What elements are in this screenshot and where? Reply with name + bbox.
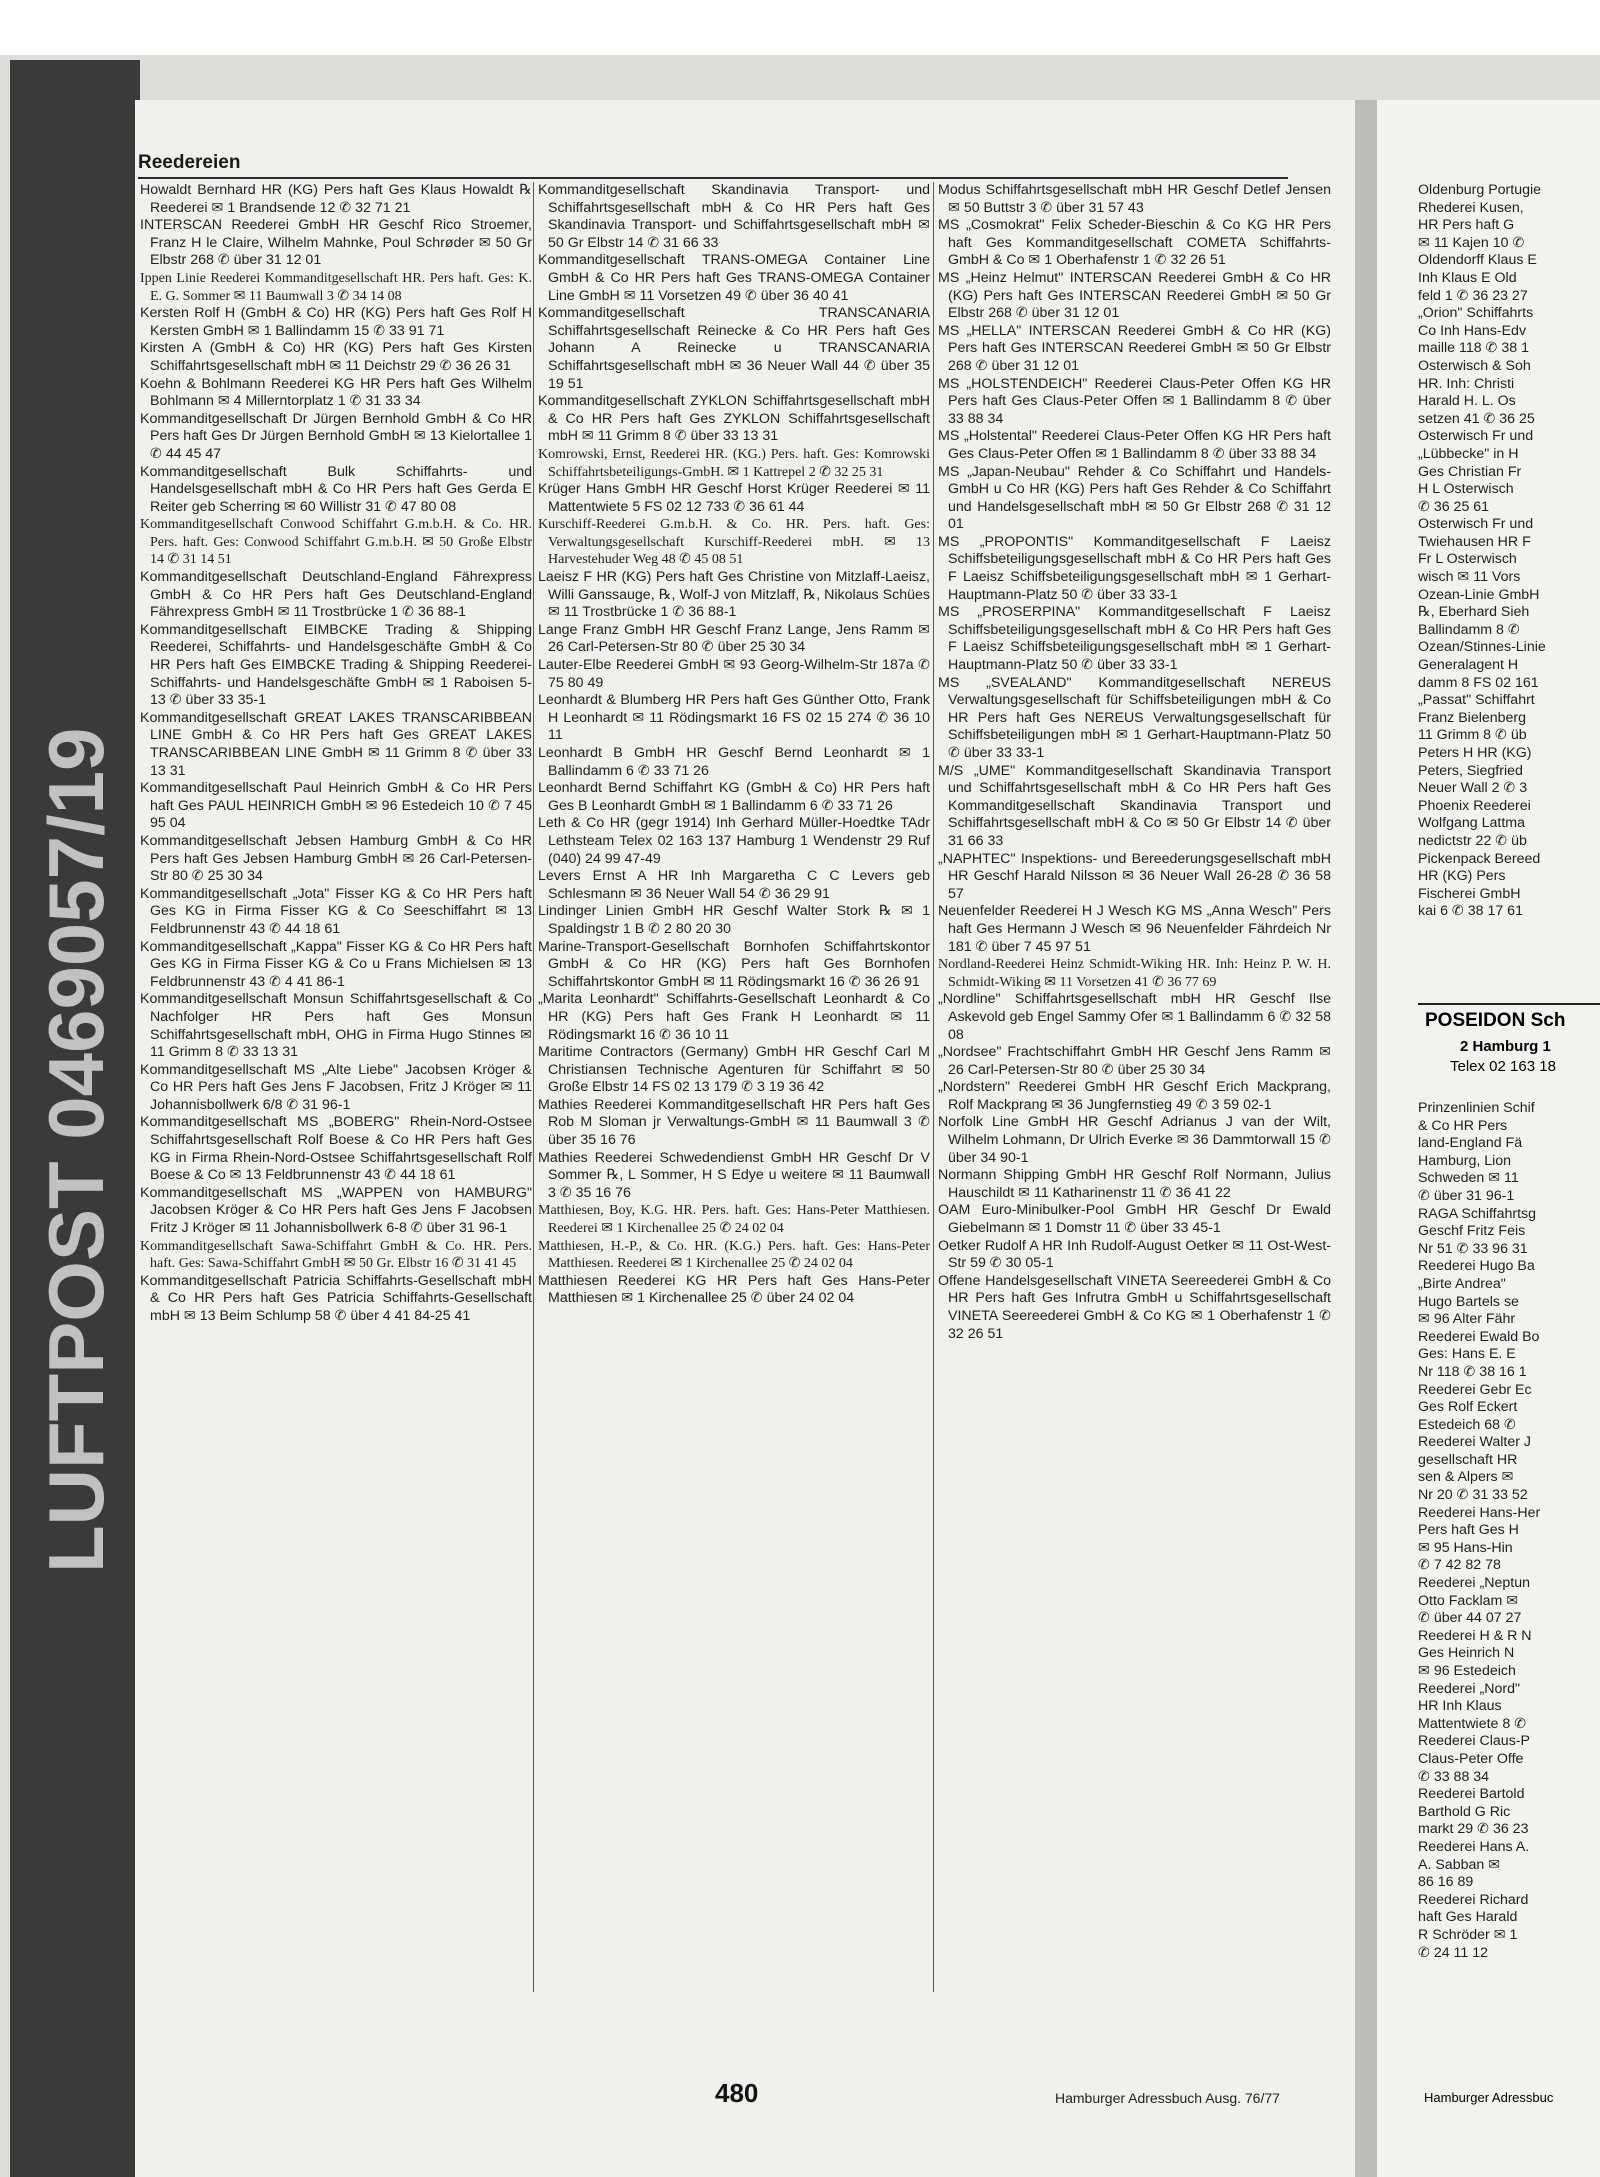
directory-entry: Oetker Rudolf A HR Inh Rudolf-August Oetker ✉ 11 Ost-West-Str 59 ✆ 30 05-1 xyxy=(938,1237,1331,1272)
directory-entry: Kersten Rolf H (GmbH & Co) HR (KG) Pers haft Ges Rolf H Kersten GmbH ✉ 1 Ballindamm 15 ✆ 33 91 71 xyxy=(140,305,532,339)
next-page-line: Nr 51 ✆ 33 96 31 xyxy=(1418,1240,1528,1257)
next-page-line: R Schröder ✉ 1 xyxy=(1418,1926,1518,1943)
next-page-line: H L Osterwisch xyxy=(1418,481,1514,498)
directory-entry: Mathies Reederei Kommanditgesellschaft HR Pers haft Ges Rob M Sloman jr Verwaltungs-GmbH ✉ 11 Baumwall 3 ✆ über 35 16 76 xyxy=(538,1096,930,1149)
directory-entry: Kommanditgesellschaft Skandinavia Transport- und Schiffahrtsgesellschaft mbH & Co HR Pers haft Ges Skandinavia Transport- und Schiffahrtsgesellschaft mbH ✉ 50 Gr Elbstr 14 ✆ 31 66 33 xyxy=(538,182,930,251)
next-page-line: Reederei Ewald Bo xyxy=(1418,1328,1540,1345)
directory-entry: Matthiesen, H.-P., & Co. HR. (K.G.) Pers. haft. Ges: Hans-Peter Matthiesen. Reederei ✉ 1 Kirchenallee 25 ✆ 24 02 04 xyxy=(538,1238,930,1272)
directory-entry: MS „Cosmokrat" Felix Scheder-Bieschin & Co KG HR Pers haft Ges Kommanditgesellschaft COMETA Schiffahrts-GmbH & Co ✉ 1 Oberhafenstr 1 ✆ 32 26 51 xyxy=(938,217,1331,269)
next-page-line: HR Pers haft G xyxy=(1418,217,1515,234)
next-page-line: ✉ 96 Estedeich xyxy=(1418,1663,1516,1679)
directory-entry: MS „Heinz Helmut" INTERSCAN Reederei GmbH & Co HR (KG) Pers haft Ges INTERSCAN Reederei GmbH ✉ 50 Gr Elbstr 268 ✆ über 31 12 01 xyxy=(938,269,1331,322)
directory-entry: Kommanditgesellschaft MS „BOBERG" Rhein-Nord-Ostsee Schiffahrtsgesellschaft Rolf Boese & Co HR Pers haft Ges KG in Firma Rhein-Nord-Ostsee Schiffahrtsgesellschaft Rolf Boese & Co ✉ 13 Feldbrunnenstr 43 ✆ 44 18 61 xyxy=(140,1114,532,1184)
directory-entry: Kommanditgesellschaft Jebsen Hamburg GmbH & Co HR Pers haft Ges Jebsen Hamburg GmbH ✉ 26 Carl-Petersen-Str 80 ✆ 25 30 34 xyxy=(140,832,532,885)
next-page-line: „Birte Andrea" xyxy=(1418,1275,1506,1292)
next-page-line: Otto Facklam ✉ xyxy=(1418,1592,1519,1609)
next-page-line: ✆ 7 42 82 78 xyxy=(1418,1557,1501,1574)
directory-entry: Howaldt Bernhard HR (KG) Pers haft Ges Klaus Howaldt ℞ Reederei ✉ 1 Brandsende 12 ✆ 32 71 21 xyxy=(140,182,532,216)
next-page-line: feld 1 ✆ 36 23 27 xyxy=(1418,287,1528,304)
next-page-line: RAGA Schiffahrtsg xyxy=(1418,1205,1537,1222)
next-page-line: Reederei Bartold xyxy=(1418,1786,1525,1803)
directory-entry: Mathies Reederei Schwedendienst GmbH HR Geschf Dr V Sommer ℞, L Sommer, H S Edye u weitere ✉ 11 Baumwall 3 ✆ 35 16 76 xyxy=(538,1149,930,1201)
next-page-line: land-England Fä xyxy=(1418,1135,1523,1152)
next-page-line: Harald H. L. Os xyxy=(1418,393,1516,410)
directory-entry: „Marita Leonhardt" Schiffahrts-Gesellschaft Leonhardt & Co HR (KG) Pers haft Ges Frank H Leonhardt ✉ 11 Rödingsmarkt 16 ✆ 36 10 11 xyxy=(538,991,930,1043)
directory-entry: Kommanditgesellschaft EIMBCKE Trading & Shipping Reederei, Schiffahrts- und Handelsgeschäfte GmbH & Co HR Pers haft Ges EIMBCKE Trading & Shipping Reederei-Schiffahrts- und Handelsgeschäfte GmbH ✉ 1 Raboisen 5-13 ✆ über 33 35-1 xyxy=(140,621,532,709)
next-page-line: Pers haft Ges H xyxy=(1418,1522,1519,1539)
directory-entry: Nordland-Reederei Heinz Schmidt-Wiking HR. Inh: Heinz P. W. H. Schmidt-Wiking ✉ 11 Vorsetzen 41 ✆ 36 77 69 xyxy=(938,957,1331,990)
next-page-line: ✆ 36 25 61 xyxy=(1418,498,1490,515)
next-page-line: 11 Grimm 8 ✆ üb xyxy=(1418,727,1527,744)
next-page-line: Reederei Hugo Ba xyxy=(1418,1258,1535,1275)
directory-entry: Normann Shipping GmbH HR Geschf Rolf Normann, Julius Hauschildt ✉ 11 Katharinenstr 11 ✆ 36 41 22 xyxy=(938,1167,1331,1201)
next-page-line: ✆ 24 11 12 xyxy=(1418,1944,1489,1961)
next-page-line: Hamburg, Lion xyxy=(1418,1152,1512,1169)
next-page-line: ✆ über 44 07 27 xyxy=(1418,1610,1522,1627)
directory-entry: Leonhardt & Blumberg HR Pers haft Ges Günther Otto, Frank H Leonhardt ✉ 11 Rödingsmarkt 16 FS 02 15 274 ✆ 36 10 11 xyxy=(538,692,930,744)
column-divider xyxy=(533,182,534,1992)
next-page-line: gesellschaft HR xyxy=(1418,1451,1518,1468)
next-page-line: HR Inh Klaus xyxy=(1418,1698,1502,1715)
directory-entry: M/S „UME" Kommanditgesellschaft Skandinavia Transport und Schiffahrtsgesellschaft mbH & Co HR Pers haft Ges Kommanditgesellschaft Skandinavia Transport und Schiffahrtsgesellschaft mbH & Co ✉ 50 Gr Elbstr 14 ✆ über 31 66 33 xyxy=(938,762,1331,849)
next-page-line: Generalagent H xyxy=(1418,657,1519,674)
directory-entry: Leonhardt Bernd Schiffahrt KG (GmbH & Co) HR Pers haft Ges B Leonhardt GmbH ✉ 1 Ballindamm 6 ✆ 33 71 26 xyxy=(538,780,930,814)
next-page-line: HR (KG) Pers xyxy=(1418,868,1506,885)
directory-entry: Kommanditgesellschaft GREAT LAKES TRANSCARIBBEAN LINE GmbH & Co HR Pers haft Ges GREAT LAKES TRANSCARIBBEAN LINE GmbH ✉ 11 Grimm 8 ✆ über 33 13 31 xyxy=(140,709,532,779)
directory-entry: Maritime Contractors (Germany) GmbH HR Geschf Carl M Christiansen Technische Agenturen für Schiffahrt ✉ 50 Große Elbstr 14 FS 02 13 179 ✆ 3 19 36 42 xyxy=(538,1044,930,1096)
next-page-line: Ges Heinrich N xyxy=(1418,1645,1515,1662)
next-page-line: Osterwisch Fr und xyxy=(1418,516,1534,533)
poseidon-heading: POSEIDON Sch xyxy=(1425,1010,1566,1031)
next-page-line: „Lübbecke" in H xyxy=(1418,445,1519,462)
next-page-line: Reederei Hans A. xyxy=(1418,1838,1530,1855)
next-page-line: Twiehausen HR F xyxy=(1418,533,1531,550)
next-page-line: kai 6 ✆ 38 17 61 xyxy=(1418,903,1523,920)
next-page-line: & Co HR Pers xyxy=(1418,1117,1508,1134)
next-page-line: Osterwisch Fr und xyxy=(1418,428,1534,445)
directory-entry: Kommanditgesellschaft Monsun Schiffahrtsgesellschaft & Co Nachfolger HR Pers haft Ges Monsun Schiffahrtsgesellschaft mbH, OHG in Firma Hugo Stinnes ✉ 11 Grimm 8 ✆ 33 13 31 xyxy=(140,991,532,1061)
spine-text: LUFTPOST 0469057/19 xyxy=(32,727,120,1573)
next-page-line: Reederei Gebr Ec xyxy=(1418,1381,1532,1398)
page-footer: Hamburger Adressbuch Ausg. 76/77 xyxy=(1055,2090,1280,2106)
next-page-line: Ozean/Stinnes-Linie xyxy=(1418,639,1546,656)
directory-entry: Laeisz F HR (KG) Pers haft Ges Christine von Mitzlaff-Laeisz, Willi Ganssauge, ℞, Wolf-J von Mitzlaff, ℞, Nikolaus Schües ✉ 11 Trostbrücke 1 ✆ 36 88-1 xyxy=(538,569,930,621)
next-page-line: markt 29 ✆ 36 23 xyxy=(1418,1821,1529,1838)
directory-entry: Marine-Transport-Gesellschaft Bornhofen Schiffahrtskontor GmbH & Co HR (KG) Pers haft Ges Bornhofen Schiffahrtskontor GmbH ✉ 11 Rödingsmarkt 16 ✆ 36 26 91 xyxy=(538,938,930,990)
directory-entry: MS „Holstental" Reederei Claus-Peter Offen KG HR Pers haft Ges Claus-Peter Offen ✉ 1 Ballindamm 8 ✆ über 33 88 34 xyxy=(938,428,1331,462)
page-gutter xyxy=(1355,100,1377,2177)
directory-entry: MS „HOLSTENDEICH" Reederei Claus-Peter Offen KG HR Pers haft Ges Claus-Peter Offen ✉ 1 Ballindamm 8 ✆ über 33 88 34 xyxy=(938,375,1331,427)
directory-entry: Koehn & Bohlmann Reederei KG HR Pers haft Ges Wilhelm Bohlmann ✉ 4 Millerntorplatz 1 ✆ 31 33 34 xyxy=(140,375,532,410)
next-page-line: A. Sabban ✉ xyxy=(1418,1856,1501,1873)
directory-entry: Lauter-Elbe Reederei GmbH ✉ 93 Georg-Wilhelm-Str 187a ✆ 75 80 49 xyxy=(538,657,930,691)
column-2 xyxy=(538,182,930,1308)
next-page-line: Reederei „Nord" xyxy=(1418,1680,1521,1697)
next-page-line: Reederei Richard xyxy=(1418,1891,1529,1908)
directory-entry: Kommanditgesellschaft MS „Alte Liebe" Jacobsen Kröger & Co HR Pers haft Ges Jens F Jacobsen, Fritz J Kröger ✉ 11 Johannisbollwerk 6/8 ✆ 31 96-1 xyxy=(140,1061,532,1113)
directory-entry: „NAPHTEC" Inspektions- und Bereederungsgesellschaft mbH HR Geschf Harald Nilsson ✉ 36 Neuer Wall 26-28 ✆ 36 58 57 xyxy=(938,850,1331,902)
next-page-line: damm 8 FS 02 161 xyxy=(1418,674,1539,691)
next-page-footer: Hamburger Adressbuc xyxy=(1424,2090,1554,2105)
next-page-line: ✉ 96 Alter Fähr xyxy=(1418,1311,1516,1328)
directory-entry: Norfolk Line GmbH HR Geschf Adrianus J van der Wilt, Wilhelm Lohmann, Dr Ulrich Everke ✉ 36 Dammtorwall 15 ✆ über 34 90-1 xyxy=(938,1114,1331,1166)
directory-entry: Leth & Co HR (gegr 1914) Inh Gerhard Müller-Hoedtke TAdr Lethsteam Telex 02 163 137 Hamburg 1 Wendenstr 29 Ruf (040) 24 99 47-49 xyxy=(538,815,930,867)
next-page-line: Neuer Wall 2 ✆ 3 xyxy=(1418,780,1528,797)
next-page-line: Mattentwiete 8 ✆ xyxy=(1418,1715,1527,1732)
next-page-line: Barthold G Ric xyxy=(1418,1803,1511,1820)
directory-entry: Kommanditgesellschaft Conwood Schiffahrt G.m.b.H. & Co. HR. Pers. haft. Ges: Conwood Schiffahrt G.m.b.H. ✉ 50 Große Elbstr 14 ✆ 31 14 51 xyxy=(140,517,532,568)
next-page-line: Peters, Siegfried xyxy=(1418,762,1523,779)
directory-entry: Krüger Hans GmbH HR Geschf Horst Krüger Reederei ✉ 11 Mattentwiete 5 FS 02 12 733 ✆ 36 61 44 xyxy=(538,481,930,515)
directory-entry: Kommanditgesellschaft MS „WAPPEN von HAMBURG" Jacobsen Kröger & Co HR Pers haft Ges Jens F Jacobsen Fritz J Kröger ✉ 11 Johannisbollwerk 6-8 ✆ über 31 96-1 xyxy=(140,1184,532,1237)
directory-entry: MS „Japan-Neubau" Rehder & Co Schiffahrt und Handels-GmbH u Co HR (KG) Pers haft Ges Rehder & Co Schiffahrt und Handelsgesellschaft mbH ✉ 50 Gr Elbstr 268 ✆ 31 12 01 xyxy=(938,463,1331,533)
directory-entry: MS „HELLA" INTERSCAN Reederei GmbH & Co HR (KG) Pers haft Ges INTERSCAN Reederei GmbH ✉ 50 Gr Elbstr 268 ✆ über 31 12 01 xyxy=(938,322,1331,374)
next-page-line: 86 16 89 xyxy=(1418,1874,1474,1891)
next-page-line: ✆ 33 88 34 xyxy=(1418,1768,1490,1785)
directory-entry: „Nordsee" Frachtschiffahrt GmbH HR Geschf Jens Ramm ✉ 26 Carl-Petersen-Str 80 ✆ über 25 30 34 xyxy=(938,1044,1331,1078)
next-page-line: Ges Rolf Eckert xyxy=(1418,1399,1518,1416)
next-page-line: haft Ges Harald xyxy=(1418,1909,1518,1926)
next-page-line: Reederei „Neptun xyxy=(1418,1575,1530,1592)
next-page-column-bottom xyxy=(1418,1100,1600,1962)
next-page-line: Claus-Peter Offe xyxy=(1418,1750,1524,1767)
next-page-line: Ballindamm 8 ✆ xyxy=(1418,621,1520,638)
directory-entry: Matthiesen Reederei KG HR Pers haft Ges Hans-Peter Matthiesen ✉ 1 Kirchenallee 25 ✆ über 24 02 04 xyxy=(538,1272,930,1307)
next-page-line: ✉ 11 Kajen 10 ✆ xyxy=(1418,234,1525,251)
column-divider xyxy=(933,182,934,1992)
next-page-line: Oldenburg Portugie xyxy=(1418,182,1542,198)
directory-entry: Kommanditgesellschaft Paul Heinrich GmbH & Co HR Pers haft Ges PAUL HEINRICH GmbH ✉ 96 Estedeich 10 ✆ 7 45 95 04 xyxy=(140,780,532,832)
poseidon-address: 2 Hamburg 1 xyxy=(1460,1038,1551,1055)
directory-entry: „Nordstern" Reederei GmbH HR Geschf Erich Mackprang, Rolf Mackprang ✉ 36 Jungfernstieg 49 ✆ 3 59 02-1 xyxy=(938,1079,1331,1113)
directory-entry: Kommanditgesellschaft TRANS-OMEGA Container Line GmbH & Co HR Pers haft Ges TRANS-OMEGA Container Line GmbH ✉ 11 Vorsetzen 49 ✆ über 36 40 41 xyxy=(538,252,930,304)
next-page-line: Hugo Bartels se xyxy=(1418,1293,1519,1310)
directory-entry: Matthiesen, Boy, K.G. HR. Pers. haft. Ges: Hans-Peter Matthiesen. Reederei ✉ 1 Kirchenallee 25 ✆ 24 02 04 xyxy=(538,1203,930,1237)
page-number: 480 xyxy=(715,2078,759,2108)
next-page-line: Ges: Hans E. E xyxy=(1418,1346,1516,1363)
next-page-rule xyxy=(1418,1003,1600,1005)
directory-entry: Kommanditgesellschaft Patricia Schiffahrts-Gesellschaft mbH & Co HR Pers haft Ges Patricia Schiffahrts-Gesellschaft mbH ✉ 13 Beim Schlump 58 ✆ über 4 41 84-25 41 xyxy=(140,1272,532,1324)
next-page-line: Reederei Claus-P xyxy=(1418,1733,1530,1750)
next-page-line: HR. Inh: Christi xyxy=(1418,375,1515,392)
next-page-line: maille 118 ✆ 38 1 xyxy=(1418,340,1529,357)
directory-entry: Komrowski, Ernst, Reederei HR. (KG.) Pers. haft. Ges: Komrowski Schiffahrtsbeteiligungs-GmbH. ✉ 1 Kattrepel 2 ✆ 32 25 31 xyxy=(538,446,930,480)
directory-entry: INTERSCAN Reederei GmbH HR Geschf Rico Stroemer, Franz H le Claire, Wilhelm Mahnke, Poul Schrøder ✉ 50 Gr Elbstr 268 ✆ über 31 12 01 xyxy=(140,217,532,269)
next-page-line: setzen 41 ✆ 36 25 xyxy=(1418,410,1535,427)
next-page-line: Reederei Walter J xyxy=(1418,1434,1532,1451)
directory-entry: Lange Franz GmbH HR Geschf Franz Lange, Jens Ramm ✉ 26 Carl-Petersen-Str 80 ✆ über 25 30 34 xyxy=(538,621,930,656)
directory-entry: Kommanditgesellschaft „Kappa" Fisser KG & Co HR Pers haft Ges KG in Firma Fisser KG & Co u Frans Michielsen ✉ 13 Feldbrunnenstr 43 ✆ 4 41 86-1 xyxy=(140,938,532,990)
poseidon-telex: Telex 02 163 18 xyxy=(1450,1058,1556,1075)
directory-entry: Kommanditgesellschaft TRANSCANARIA Schiffahrtsgesellschaft Reinecke & Co HR Pers haft Ges Johann A Reinecke u TRANSCANARIA Schiffahrtsgesellschaft mbH ✉ 36 Neuer Wall 44 ✆ über 35 19 51 xyxy=(538,305,930,392)
next-page-line: Geschf Fritz Feis xyxy=(1418,1223,1526,1240)
next-page-line: Osterwisch & Soh xyxy=(1418,357,1531,374)
directory-entry: Ippen Linie Reederei Kommanditgesellschaft HR. Pers haft. Ges: K. E. G. Sommer ✉ 11 Baumwall 3 ✆ 34 14 08 xyxy=(140,270,532,304)
next-page-line: „Passat" Schiffahrt xyxy=(1418,692,1535,709)
directory-entry: Neuenfelder Reederei H J Wesch KG MS „Anna Wesch" Pers haft Ges Hermann J Wesch ✉ 96 Neuenfelder Fährdeich Nr 181 ✆ über 7 45 97 51 xyxy=(938,903,1331,955)
next-page-line: Nr 20 ✆ 31 33 52 xyxy=(1418,1487,1528,1504)
next-page-line: sen & Alpers ✉ xyxy=(1418,1469,1514,1486)
directory-entry: OAM Euro-Minibulker-Pool GmbH HR Geschf Dr Ewald Giebelmann ✉ 1 Domstr 11 ✆ über 33 45-1 xyxy=(938,1202,1331,1237)
header-rule xyxy=(138,177,1288,179)
next-page-line: Fischerei GmbH xyxy=(1418,885,1521,902)
next-page-line: Ozean-Linie GmbH xyxy=(1418,586,1540,603)
directory-entry: Kommanditgesellschaft „Jota" Fisser KG & Co HR Pers haft Ges KG in Firma Fisser KG & Co Seeschiffahrt ✉ 13 Feldbrunnenstr 43 ✆ 44 18 61 xyxy=(140,885,532,937)
directory-entry: Kurschiff-Reederei G.m.b.H. & Co. HR. Pers. haft. Ges: Verwaltungsgesellschaft Kurschiff-Reederei mbH. ✉ 13 Harvestehuder Weg 48 ✆ 45 08 51 xyxy=(538,517,930,568)
directory-entry: MS „PROPONTIS" Kommanditgesellschaft F Laeisz Schiffsbeteiligungsgesellschaft mbH & Co HR Pers haft Ges F Laeisz Schiffsbeteiligungsgesellschaft mbH ✉ 1 Gerhart-Hauptmann-Platz 50 ✆ über 33 33-1 xyxy=(938,533,1331,603)
next-page-line: wisch ✉ 11 Vors xyxy=(1418,569,1521,586)
next-page-line: Inh Klaus E Old xyxy=(1418,269,1517,286)
directory-entry: Kommanditgesellschaft Bulk Schiffahrts- und Handelsgesellschaft mbH & Co HR Pers haft Ges Gerda E Reiter geb Scherring ✉ 60 Willistr 31 ✆ 47 80 08 xyxy=(140,463,532,515)
directory-entry: Levers Ernst A HR Inh Margaretha C C Levers geb Schlesmann ✉ 36 Neuer Wall 54 ✆ 36 29 91 xyxy=(538,868,930,902)
next-page-line: Ges Christian Fr xyxy=(1418,463,1522,480)
directory-entry: Offene Handelsgesellschaft VINETA Seereederei GmbH & Co HR Pers haft Ges Infrutra GmbH u Schiffahrtsgesellschaft VINETA Seereederei GmbH & Co KG ✉ 1 Oberhafenstr 1 ✆ 32 26 51 xyxy=(938,1272,1331,1342)
next-page-line: Nr 118 ✆ 38 16 1 xyxy=(1418,1363,1527,1380)
next-page-line: nedictstr 22 ✆ üb xyxy=(1418,832,1527,849)
next-page-line: Co Inh Hans-Edv xyxy=(1418,322,1527,339)
next-page-line: Rhederei Kusen, xyxy=(1418,199,1524,216)
next-page-line: Schweden ✉ 11 xyxy=(1418,1170,1519,1187)
directory-entry: „Nordline" Schiffahrtsgesellschaft mbH HR Geschf Ilse Askevold geb Engel Sammy Ofer ✉ 1 Ballindamm 6 ✆ 32 58 08 xyxy=(938,991,1331,1043)
next-page-line: Franz Bielenberg xyxy=(1418,709,1527,726)
directory-entry: Kommanditgesellschaft Sawa-Schiffahrt GmbH & Co. HR. Pers. haft. Ges: Sawa-Schiffahrt GmbH ✉ 50 Gr. Elbstr 16 ✆ 31 41 45 xyxy=(140,1238,532,1272)
next-page-line: „Orion" Schiffahrts xyxy=(1418,305,1534,322)
directory-entry: Lindinger Linien GmbH HR Geschf Walter Stork ℞ ✉ 1 Spaldingstr 1 B ✆ 2 80 20 30 xyxy=(538,903,930,937)
next-page-line: Pickenpack Bereed xyxy=(1418,850,1541,867)
directory-entry: MS „SVEALAND" Kommanditgesellschaft NEREUS Verwaltungsgesellschaft für Schiffsbeteiligungen mbH & Co HR Pers haft Ges NEREUS Verwaltungsgesellschaft für Schiffsbeteiligungen mbH ✉ 1 Gerhart-Hauptmann-Platz 50 ✆ über 33 33-1 xyxy=(938,674,1331,761)
directory-entry: Modus Schiffahrtsgesellschaft mbH HR Geschf Detlef Jensen ✉ 50 Buttstr 3 ✆ über 31 57 43 xyxy=(938,182,1331,216)
directory-entry: MS „PROSERPINA" Kommanditgesellschaft F Laeisz Schiffsbeteiligungsgesellschaft mbH & Co HR Pers haft Ges F Laeisz Schiffsbeteiligungsgesellschaft mbH ✉ 1 Gerhart-Hauptmann-Platz 50 ✆ über 33 33-1 xyxy=(938,604,1331,674)
column-3 xyxy=(938,182,1331,1343)
next-page-line: Reederei H & R N xyxy=(1418,1627,1532,1644)
next-page-line: ✉ 95 Hans-Hin xyxy=(1418,1539,1513,1556)
next-page-line: ℞, Eberhard Sieh xyxy=(1418,604,1530,621)
directory-entry: Leonhardt B GmbH HR Geschf Bernd Leonhardt ✉ 1 Ballindamm 6 ✆ 33 71 26 xyxy=(538,745,930,779)
next-page-line: Prinzenlinien Schif xyxy=(1418,1100,1535,1116)
column-1 xyxy=(140,182,532,1326)
book-spine xyxy=(10,60,140,2177)
next-page-line: Fr L Osterwisch xyxy=(1418,551,1517,568)
next-page-line: Oldendorff Klaus E xyxy=(1418,252,1537,269)
directory-entry: Kirsten A (GmbH & Co) HR (KG) Pers haft Ges Kirsten Schiffahrtsgesellschaft mbH ✉ 11 Deichstr 29 ✆ 36 26 31 xyxy=(140,340,532,374)
directory-entry: Kommanditgesellschaft ZYKLON Schiffahrtsgesellschaft mbH & Co HR Pers haft Ges ZYKLON Schiffahrtsgesellschaft mbH ✉ 11 Grimm 8 ✆ über 33 13 31 xyxy=(538,393,930,445)
directory-entry: Kommanditgesellschaft Dr Jürgen Bernhold GmbH & Co HR Pers haft Ges Dr Jürgen Bernhold GmbH ✉ 13 Kielortallee 1 ✆ 44 45 47 xyxy=(140,410,532,462)
next-page-line: Peters H HR (KG) xyxy=(1418,745,1532,761)
section-header: Reedereien xyxy=(138,152,241,173)
next-page-line: Phoenix Reederei xyxy=(1418,797,1531,814)
next-page-column-top xyxy=(1418,182,1600,921)
next-page-line: Wolfgang Lattma xyxy=(1418,815,1525,832)
next-page-line: Reederei Hans-Her xyxy=(1418,1504,1541,1521)
next-page-line: Estedeich 68 ✆ xyxy=(1418,1416,1516,1433)
directory-entry: Kommanditgesellschaft Deutschland-England Fährexpress GmbH & Co HR Pers haft Ges Deutschland-England Fährexpress GmbH ✉ 11 Trostbrücke 1 ✆ 36 88-1 xyxy=(140,569,532,621)
next-page-line: ✆ über 31 96-1 xyxy=(1418,1187,1515,1204)
